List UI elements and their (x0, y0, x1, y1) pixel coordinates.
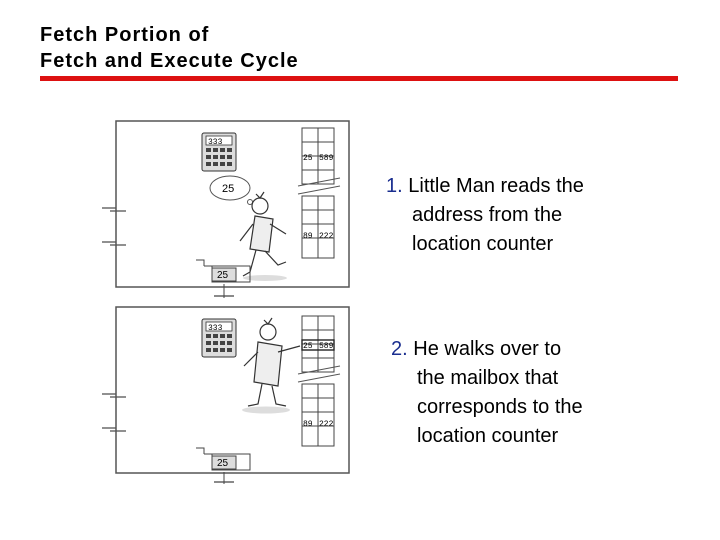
step-1-line-1: Little Man reads the (408, 175, 584, 197)
mailbox-25-label: 25 (303, 342, 313, 351)
mailbox-89-label: 89 (303, 232, 313, 241)
mailbox-25-value: 589 (319, 154, 334, 163)
thought-bubble-value: 25 (222, 183, 235, 195)
step-1-number: 1. (386, 175, 403, 197)
location-counter-value: 25 (217, 458, 229, 469)
mailbox-89-label: 89 (303, 420, 313, 429)
step-2-line-3: corresponds to the (417, 396, 583, 418)
calculator-display: 333 (208, 138, 223, 147)
step-2-line-4: location counter (417, 425, 559, 447)
little-man-panel-2 (100, 306, 352, 484)
mailbox-25-label: 25 (303, 154, 313, 163)
little-man-illustration-2 (100, 306, 352, 484)
step-2-line-2: the mailbox that (417, 367, 559, 389)
slide-title-line-1: Fetch Portion of (40, 24, 210, 46)
step-2-number: 2. (391, 338, 408, 360)
step-1-text (386, 172, 584, 259)
mailbox-89-value: 222 (319, 232, 334, 241)
step-2-line-1: He walks over to (413, 338, 562, 360)
mailbox-25-value: 589 (319, 342, 334, 351)
title-underline-rule (40, 76, 678, 81)
step-1-line-2: address from the (412, 204, 563, 226)
step-2-text (391, 335, 583, 451)
mailbox-89-value: 222 (319, 420, 334, 429)
little-man-panel-1 (100, 120, 352, 298)
slide-title-line-2: Fetch and Execute Cycle (40, 50, 299, 72)
location-counter-value: 25 (217, 270, 229, 281)
slide-title (40, 22, 299, 74)
calculator-display: 333 (208, 324, 223, 333)
little-man-illustration-1 (100, 120, 352, 298)
step-1-line-3: location counter (412, 233, 554, 255)
